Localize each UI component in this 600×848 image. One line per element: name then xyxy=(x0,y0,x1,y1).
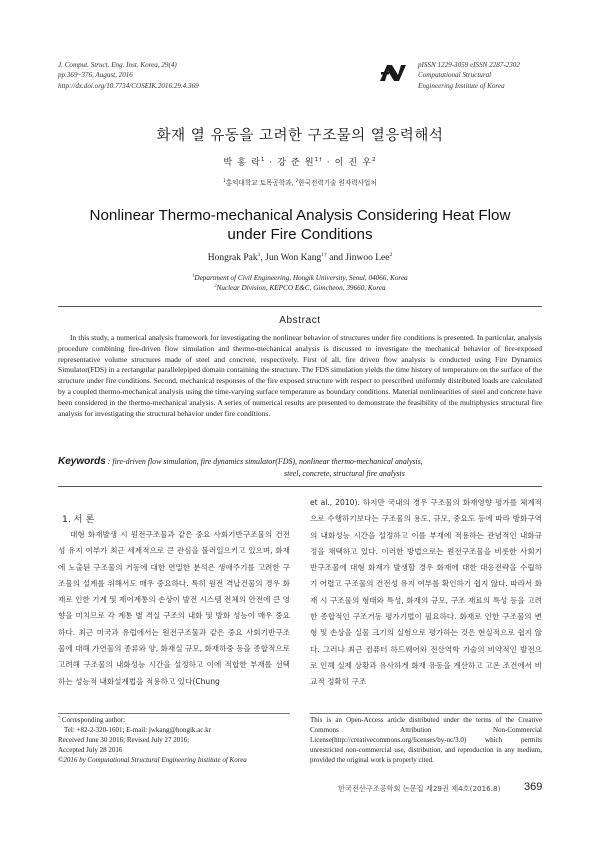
left-column xyxy=(58,527,290,690)
korean-title: 화재 열 유동을 고려한 구조물의 열응력해석 xyxy=(156,128,444,144)
korean-authors: 박 홍 락$^1$ · 강 준 원$^{1\dagger}$ · 이 진 우$^2$ xyxy=(223,156,377,168)
keywords: Keywords : fire-driven flow simulation, fire dynamics simulator(FDS), nonlinear thermo-mechanical analysis, steel, concrete, structural fire analysis xyxy=(58,456,423,478)
journal-info-right xyxy=(418,60,520,91)
footer-citation: 한국전산구조공학회 논문집 제29권 제4호(2016.8) xyxy=(338,784,501,793)
journal-doi-link[interactable]: http://dx.doi.org/10.7734/COSEIK.2016.29.4.369 xyxy=(58,81,199,90)
journal-pages-date: pp.369~376, August, 2016 xyxy=(58,71,133,80)
author-1-kr: 박 홍 락 xyxy=(223,157,261,168)
english-title: Nonlinear Thermo-mechanical Analysis Considering Heat Flow under Fire Conditions xyxy=(89,207,511,243)
section-1-title: 1. 서 론 xyxy=(62,514,95,525)
institute-logo-icon xyxy=(378,64,408,87)
abstract-heading: Abstract xyxy=(279,315,321,326)
society-name-line1: Computational Structural xyxy=(418,71,492,80)
society-name-line2: Engineering Institute of Korea xyxy=(418,81,505,90)
issn-line: pISSN 1229-3059 eISSN 2287-2302 xyxy=(418,61,520,69)
accepted-date: Accepted July 28 2016 xyxy=(58,745,123,754)
abstract-bottom-rule xyxy=(58,486,542,487)
copyright-line: ©2016 by Computational Structural Engineering Institute of Korea xyxy=(58,755,247,764)
received-dates: Received June 30 2016; Revised July 27 2016; xyxy=(58,735,190,744)
corresponding-contact: Tel: +82-2-320-1601; E-mail: jwkang@hongik.ac.kr xyxy=(64,725,211,734)
right-column xyxy=(310,495,542,691)
intro-paragraph-right: et al., 2010). 하지만 국내의 경우 구조물의 화재영향 평가를 체계적으로 수행하기보다는 구조물의 용도, 규모, 중요도 등에 따라 방화구역의 내화성능 시간을 설정하고 이를 부재에 적용하는 관념적인 내화규정을 채택하고 있다. 이러한 방법으로는 원전구조물을 비롯한 사회기반구조물에 대형 화재가 발생할 경우 화재에 대한 대응전략을 수립하기 어렵고 구조물의 건전성 유지 여부를 확인하기 쉽지 않다. 따라서 화재 시 구조물의 형태와 특성, 화재의 규모, 구조 재료의 특성 등을 고려한 종합적인 구조거동 평가기법이 필요하다. 화재로 인한 구조물의 변형 및 손상을 실물 크기의 실험으로 평가하는 것은 현실적으로 쉽지 않다. 그러나 최근 컴퓨터 하드웨어와 전산역학 기술의 비약적인 발전으로 인해 실제 상황과 유사하게 화재 유동을 계산하고 고온 조건에서 비교적 정확히 구조 xyxy=(310,498,542,687)
author-3-kr: 이 진 우 xyxy=(334,157,373,168)
english-affiliations: $^1$Department of Civil Engineering, Hongik University, Seoul, 04066, Korea $^2$Nuclear Division, KEPCO E&C, Gimcheon, 39660, Korea xyxy=(192,272,408,292)
open-access-notice: This is an Open-Access article distributed under the terms of the Creative Commons Attribution Non-Commercial License(http://creativecommons.org/licenses/by-nc/3.0) which permits unrestricted non-commercial use, distribution, and reproduction in any medium, provided the original work is properly cited. xyxy=(310,716,542,764)
footnote-left: † Corresponding author: Tel: +82-2-320-1601; E-mail: jwkang@hongik.ac.kr Received June 30 2016; Revised July 27 2016; Accepted July 28 2016 ©2016 by Computational Structural Engineering Institute of Korea xyxy=(58,716,294,766)
keywords-label: Keywords xyxy=(58,456,106,467)
footnote-rule-left xyxy=(58,713,290,714)
journal-citation: J. Comput. Struct. Eng. Inst. Korea, 29(4) xyxy=(58,61,177,69)
footnote-rule-right xyxy=(310,713,542,714)
abstract-text: In this study, a numerical analysis framework for investigating the nonlinear behavior of structures under fire conditions is presented. In particular, analysis procedure combining fire-driven flow simulation and thermo-mechanical analysis is discussed to investigate the mechanical behavior of fire-exposed representative volume structures made of steel and concrete, respectively. First of all, fire driven flow analysis is conducted using Fire Dynamics Simulator(FDS) in a rectangular parallelepiped domain containing the structure. The FDS simulation yields the time history of temperature on the surface of the structure under fire conditions. Second, mechanical responses of the fire exposed structure with respect to prescribed uniformly distributed loads are calculated by a coupled thermo-mechanical analysis using the time-varying surface temperature as boundary conditions. Material nonlinearities of steel and concrete have been considered in the thermo-mechanical analysis. A series of numerical results are presented to demonstrate the feasibility of the multiphysics structural fire analysis for investigating the structural behavior under fire conditions. xyxy=(58,333,542,418)
english-authors: Hongrak Pak$^1$, Jun Won Kang$^{1\dagger}$ and Jinwoo Lee$^2$ xyxy=(207,251,393,263)
intro-paragraph-left: 대형 화재발생 시 원전구조물과 같은 중요 사회기반구조물의 건전성 유지 여부가 최근 세계적으로 큰 관심을 불러일으키고 있으며, 화재에 노출된 구조물의 거동에 대한 면밀한 분석은 생애주기를 고려한 구조물의 설계를 위해서도 매우 중요하다. 특히 원전 격납건물의 경우 화재로 인한 기계 및 제어계통의 손상이 발전 시스템 전체의 안전에 큰 영향을 미치므로 각 계통 별 격실 구조의 내화 및 방화 성능이 매우 중요하다. 최근 미국과 유럽에서는 원전구조물과 같은 중요 사회기반구조물에 대해 가연물의 종류와 양, 화재실 규모, 화재하중 등을 종합적으로 고려해 구조물의 내화성능 시간을 설정하고 이에 적합한 부재를 선택하는 성능적 내화설계법을 적용하고 있다(Chung xyxy=(58,530,290,686)
author-2-kr: 강 준 원 xyxy=(277,157,315,168)
journal-info-left xyxy=(58,60,199,91)
korean-affiliations: $^1$홍익대학교 토목공학과, $^2$한국전력기술 원자력사업처 xyxy=(223,177,377,187)
abstract-top-rule xyxy=(58,306,542,307)
page-number: 369 xyxy=(524,781,543,793)
